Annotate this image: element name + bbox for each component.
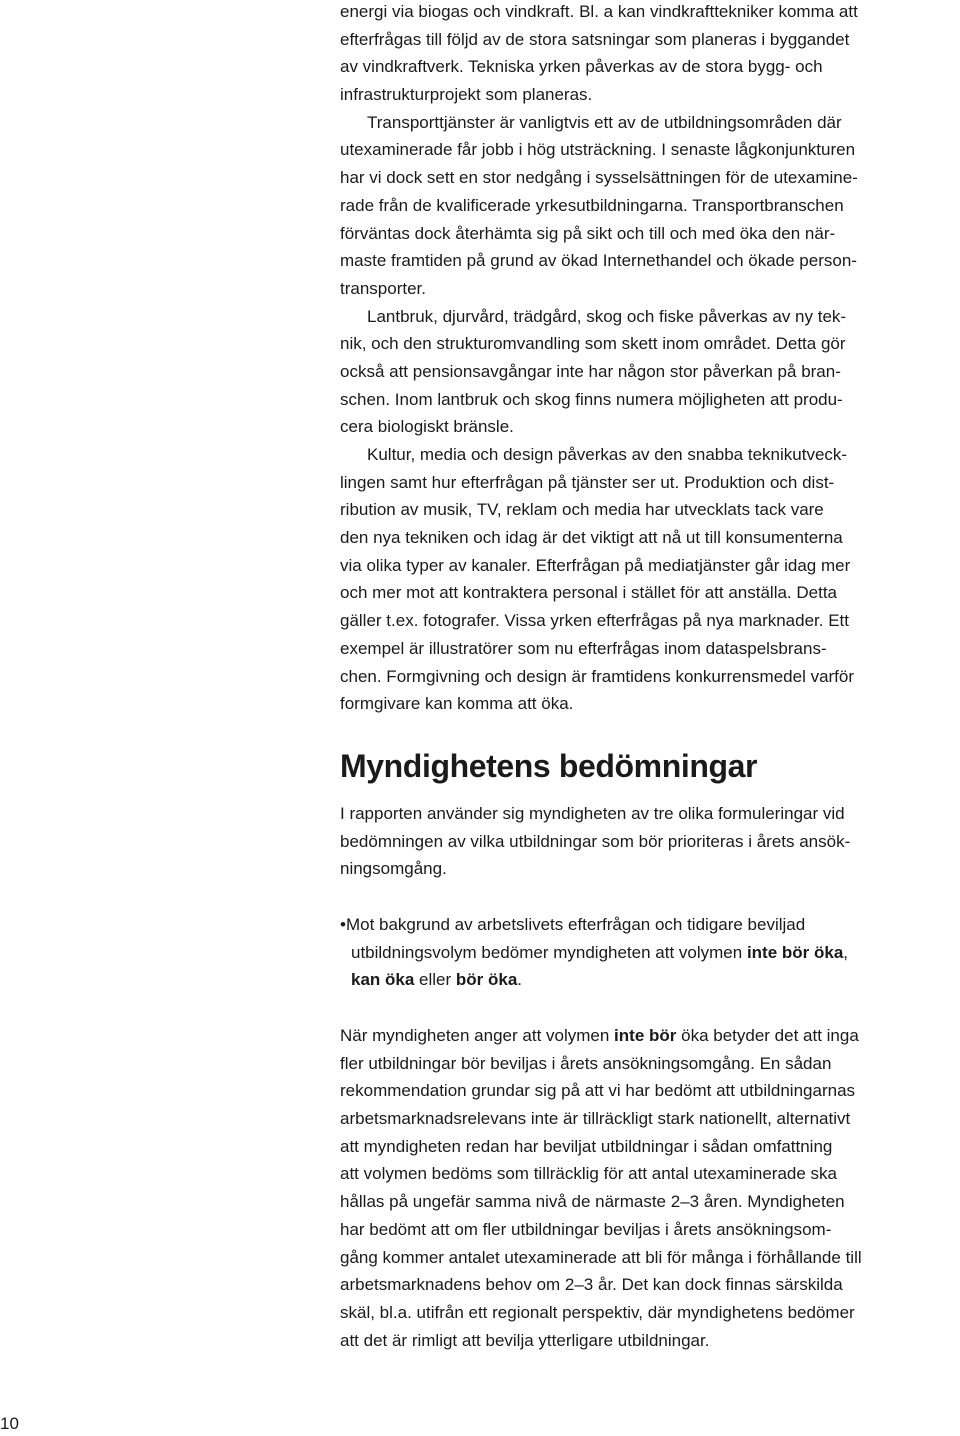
bold-term: inte bör öka	[746, 942, 844, 962]
text-line: och mer mot att kontraktera personal i stället för att anställa. Detta	[340, 583, 838, 603]
paragraph-first-line: Lantbruk, djurvård, trädgård, skog och fiske påverkas av ny tek-	[367, 306, 847, 326]
body-text-top	[340, 0, 960, 718]
text-segment: När myndigheten anger att volymen	[340, 1026, 615, 1045]
text-line: har bedömt att om fler utbildningar beviljas i årets ansökningsom-	[340, 1219, 832, 1239]
text-line: bedömningen av vilka utbildningar som bör prioriteras i årets ansök-	[340, 831, 851, 851]
bullet-item	[340, 911, 960, 994]
text-line: formgivare kan komma att öka.	[340, 694, 574, 714]
text-line: skäl, bl.a. utifrån ett regionalt perspektiv, där myndighetens bedömer	[340, 1302, 855, 1322]
section-intro	[340, 800, 960, 883]
paragraph-first-line: Transporttjänster är vanligtvis ett av de utbildningsområden där	[367, 112, 842, 132]
bullet-text: utbildningsvolym bedömer myndigheten att volymen	[351, 942, 747, 962]
bold-term: inte bör	[614, 1026, 677, 1045]
text-line: gång kommer antalet utexaminerade att bli för många i förhållande till	[340, 1247, 862, 1267]
text-line: rekommendation grundar sig på att vi har bedömt att utbildningarnas	[340, 1081, 856, 1101]
text-line: ribution av musik, TV, reklam och media har utvecklats tack vare	[340, 500, 824, 520]
final-paragraph	[340, 1022, 960, 1354]
text-line: att volymen bedöms som tillräcklig för att antal utexaminerade ska	[340, 1164, 838, 1184]
text-line	[340, 1022, 960, 1050]
bold-term: bör öka	[455, 970, 518, 990]
text-line: att myndigheten redan har beviljat utbildningar i sådan omfattning	[340, 1136, 833, 1156]
text-line: I rapporten använder sig myndigheten av tre olika formuleringar vid	[340, 804, 845, 823]
paragraph-first-line: Kultur, media och design påverkas av den snabba teknikutveck-	[367, 445, 848, 464]
text-line: via olika typer av kanaler. Efterfrågan på mediatjänster går idag mer	[340, 555, 851, 575]
text-line: utexaminerade får jobb i hög utsträckning. I senaste lågkonjunkturen	[340, 140, 856, 160]
text-line: maste framtiden på grund av ökad Internethandel och ökade person-	[340, 251, 857, 271]
text-line: förväntas dock återhämta sig på sikt och till och med öka den när-	[340, 223, 836, 243]
text-line: arbetsmarknadens behov om 2–3 år. Det kan dock finnas särskilda	[340, 1275, 843, 1295]
text-line: rade från de kvalificerade yrkesutbildningarna. Transportbranschen	[340, 195, 844, 215]
bullet-line	[340, 911, 960, 939]
text-line: ningsomgång.	[340, 859, 447, 879]
bullet-line	[340, 966, 960, 994]
bullet-marker: •	[340, 915, 346, 934]
text-line: arbetsmarknadsrelevans inte är tillräckligt stark nationellt, alternativt	[340, 1109, 851, 1129]
text-line: hållas på ungefär samma nivå de närmaste 2–3 åren. Myndigheten	[340, 1192, 845, 1212]
text-line: den nya tekniken och idag är det viktigt att nå ut till konsumenterna	[340, 528, 843, 548]
text-line: lingen samt hur efterfrågan på tjänster ser ut. Produktion och dist-	[340, 472, 835, 492]
text-line: schen. Inom lantbruk och skog finns numera möjligheten att produ-	[340, 389, 843, 409]
text-line: att det är rimligt att bevilja ytterligare utbildningar.	[340, 1330, 710, 1350]
bullet-text: ,	[843, 942, 849, 962]
text-line: transporter.	[340, 278, 426, 298]
bold-term: kan öka	[351, 970, 415, 990]
text-segment: öka betyder det att inga	[676, 1026, 859, 1045]
bullet-text: .	[517, 970, 523, 990]
text-line: också att pensionsavgångar inte har någon stor påverkan på bran-	[340, 361, 841, 381]
section-heading: Myndighetens bedömningar	[340, 748, 758, 784]
page-number: 10	[0, 1414, 19, 1433]
text-line: av vindkraftverk. Tekniska yrken påverkas av de stora bygg- och	[340, 57, 823, 77]
text-line: nik, och den strukturomvandling som skett inom området. Detta gör	[340, 334, 846, 354]
text-line: chen. Formgivning och design är framtidens konkurrensmedel varför	[340, 666, 855, 686]
bullet-line	[340, 939, 960, 967]
text-line: efterfrågas till följd av de stora satsningar som planeras i byggandet	[340, 29, 850, 49]
text-line: gäller t.ex. fotografer. Vissa yrken efterfrågas på nya marknader. Ett	[340, 611, 850, 631]
text-line: fler utbildningar bör beviljas i årets ansökningsomgång. En sådan	[340, 1053, 832, 1073]
bullet-text: Mot bakgrund av arbetslivets efterfrågan och tidigare beviljad	[345, 915, 806, 934]
text-line: energi via biogas och vindkraft. Bl. a kan vindkrafttekniker komma att	[340, 2, 858, 21]
text-line: infrastrukturprojekt som planeras.	[340, 85, 593, 105]
text-line: har vi dock sett en stor nedgång i sysselsättningen för de utexamine-	[340, 168, 858, 188]
text-line: exempel är illustratörer som nu efterfrågas inom dataspelsbrans-	[340, 638, 827, 658]
text-line: cera biologiskt bränsle.	[340, 417, 514, 437]
bullet-text: eller	[414, 970, 456, 990]
